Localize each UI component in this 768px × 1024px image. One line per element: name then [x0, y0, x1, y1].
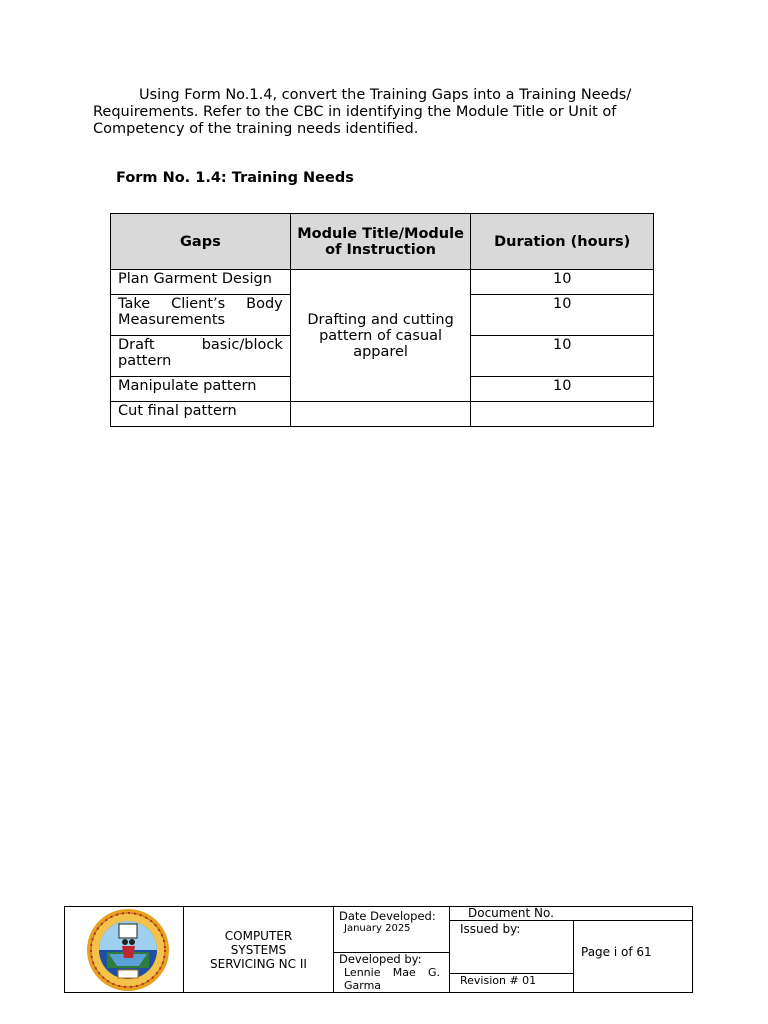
date-developed-value: January 2025 [344, 923, 411, 934]
instruction-paragraph [93, 87, 683, 138]
instruction-text: Using Form No.1.4, convert the Training Gaps into a Training Needs/ Requirements. Refer to the CBC in identifying the Module Title or Unit of Competency of the training needs identified. [93, 87, 632, 137]
page-number [574, 921, 693, 992]
training-needs-table [110, 213, 654, 427]
module-title-cell: Drafting and cutting pattern of casual apparel [290, 270, 471, 402]
document-no-label: Document No. [450, 907, 693, 921]
table-row [111, 270, 654, 295]
date-developed-cell [334, 907, 450, 953]
qualification-text: COMPUTER SYSTEMS SERVICING NC II [210, 928, 307, 971]
page-number-text: Page i of 61 [581, 944, 652, 959]
developed-by-value: Lennie Mae G. Garma [344, 966, 440, 992]
school-seal-logo-icon [85, 908, 171, 992]
date-developed-label: Date Developed: [339, 909, 436, 923]
module-title-cell [290, 402, 471, 427]
duration-cell [471, 402, 654, 427]
table-row [111, 402, 654, 427]
duration-cell: 10 [471, 270, 654, 295]
gap-cell: Manipulate pattern [111, 377, 291, 402]
gap-cell: Take Client’s Body Measurements [111, 295, 291, 336]
document-footer [64, 906, 693, 993]
header-gaps: Gaps [111, 214, 291, 270]
gap-cell: Cut final pattern [111, 402, 291, 427]
revision-number: Revision # 01 [450, 974, 574, 992]
header-duration: Duration (hours) [471, 214, 654, 270]
qualification-title [184, 907, 334, 992]
form-title: Form No. 1.4: Training Needs [116, 170, 354, 186]
developed-by-cell [334, 953, 450, 992]
duration-cell: 10 [471, 295, 654, 336]
issued-by-label: Issued by: [450, 921, 574, 974]
footer-logo-cell [65, 907, 184, 992]
developed-by-label: Developed by: [339, 952, 422, 966]
gap-cell: Plan Garment Design [111, 270, 291, 295]
header-module: Module Title/Module of Instruction [290, 214, 471, 270]
gap-cell: Draft basic/block pattern [111, 336, 291, 377]
table-header-row [111, 214, 654, 270]
duration-cell: 10 [471, 336, 654, 377]
duration-cell: 10 [471, 377, 654, 402]
